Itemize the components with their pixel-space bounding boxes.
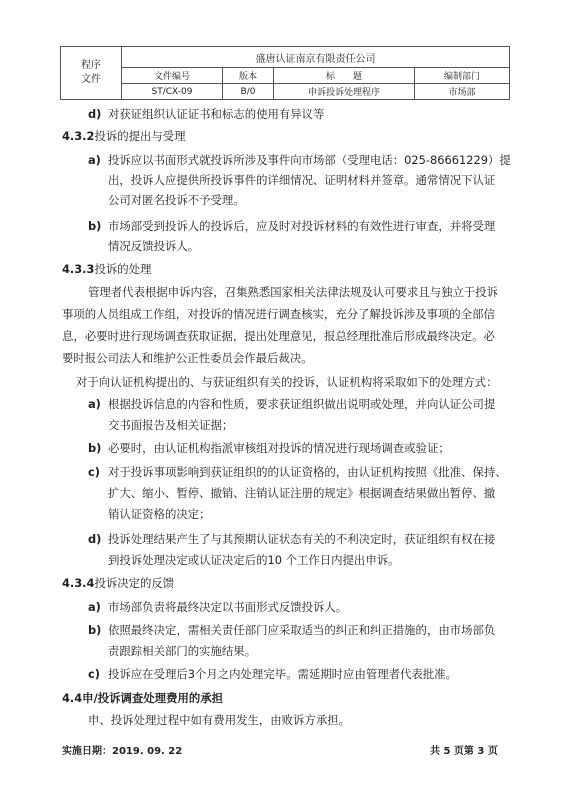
item-text: 根据投诉信息的内容和性质，要求获证组织做出说明或处理，并向认证公司提 [108, 397, 496, 411]
program-label-1: 程序 [81, 60, 101, 71]
item-label: a) [88, 600, 101, 614]
section-heading-4-4: 4.4申/投诉调查处理费用的承担 [62, 691, 224, 705]
item-text: 销认证资格的决定； [108, 507, 211, 521]
item-text: 交书面报告及相关证据； [108, 418, 234, 432]
paragraph-line: 对于向认证机构提出的、与获证组织有关的投诉，认证机构将采取如下的处理方式： [76, 375, 498, 389]
item-label: d) [88, 107, 102, 121]
section-number: 4.3.3 [62, 262, 95, 276]
item-label: d) [88, 532, 102, 546]
item-label: c) [88, 667, 100, 681]
page-count: 共 5 页第 3 页 [430, 746, 498, 757]
paragraph-line: 管理者代表根据申诉内容，召集熟悉国家相关法律法规及认可要求且与独立于投诉 [88, 285, 499, 299]
col-title: 标 题 [274, 68, 415, 84]
section-heading-4-3-4 [62, 575, 174, 591]
dept: 市场部 [415, 84, 510, 100]
col-dept: 编制部门 [415, 68, 510, 84]
col-doc-no: 文件编号 [122, 68, 223, 84]
item-text: 依照最终决定，需相关责任部门应采取适当的纠正和纠正措施的，由市场部负 [108, 623, 496, 637]
section-heading-4-3-3 [62, 261, 151, 277]
item-text: 投诉应在受理后3个月之内处理完毕。需延期时应由管理者代表批准。 [108, 667, 457, 681]
col-version: 版本 [223, 68, 274, 84]
paragraph-line: 要时报公司法人和维护公正性委员会作最后裁决。 [62, 351, 313, 365]
program-file-cell [61, 47, 122, 100]
item-text: 市场部受到投诉人的投诉后，应及时对投诉材料的有效性进行审查，并将受理 [108, 219, 496, 233]
item-label: a) [88, 397, 101, 411]
section-title: 投诉决定的反馈 [94, 576, 175, 590]
item-label: c) [88, 465, 100, 479]
version: B/0 [223, 84, 274, 100]
item-text: 必要时，由认证机构指派审核组对投诉的情况进行现场调查或验证； [108, 441, 450, 455]
header-table [60, 46, 510, 100]
section-number: 4.3.4 [62, 576, 95, 590]
item-text: 公司对匿名投诉不予受理。 [108, 193, 245, 207]
section-number: 4.3.2 [62, 129, 95, 143]
item-label: b) [88, 441, 102, 455]
org-name: 盛唐认证南京有限责任公司 [122, 47, 510, 68]
item-label: b) [88, 623, 102, 637]
paragraph-line: 事项的人员组成工作组，对投诉的情况进行调查核实，充分了解投诉涉及事项的全部信 [62, 307, 495, 321]
item-label: b) [88, 219, 102, 233]
item-text: 对获证组织认证证书和标志的使用有异议等 [108, 107, 325, 121]
paragraph-line: 息，必要时进行现场调查获取证据，提出处理意见，报总经理批准后形成最终决定。必 [62, 329, 495, 343]
item-text: 对于投诉事项影响到获证组织的的认证资格的，由认证机构按照《批准、保持、 [108, 465, 507, 479]
paragraph-line: 申、投诉处理过程中如有费用发生，由败诉方承担。 [88, 713, 350, 727]
item-text: 投诉应以书面形式就投诉所涉及事件向市场部（受理电话：025-86661229）提 [108, 153, 511, 167]
section-heading-4-3-2 [62, 128, 186, 144]
effective-date: 实施日期：2019. 09. 22 [62, 746, 183, 757]
item-text: 责跟踪相关部门的实施结果。 [108, 644, 257, 658]
item-text: 投诉处理结果产生了与其预期认证状态有关的不利决定时，获证组织有权在接 [108, 532, 496, 546]
doc-no: ST/CX-09 [122, 84, 223, 100]
item-text: 市场部负责将最终决定以书面形式反馈投诉人。 [108, 600, 348, 614]
program-label-2: 文件 [81, 74, 101, 85]
item-text: 情况反馈投诉人。 [108, 239, 200, 253]
item-text: 到投诉处理决定或认证决定后的10 个工作日内提出申诉。 [108, 553, 400, 567]
item-text: 出，投诉人应提供所投诉事件的详细情况、证明材料并签章。通常情况下认证 [108, 173, 496, 187]
doc-title: 申诉投诉处理程序 [274, 84, 415, 100]
item-text: 扩大、缩小、暂停、撤销、注销认证注册的规定》根据调查结果做出暂停、撤 [108, 486, 496, 500]
item-label: a) [88, 153, 101, 167]
section-title: 投诉的处理 [94, 262, 152, 276]
section-title: 投诉的提出与受理 [94, 129, 186, 143]
